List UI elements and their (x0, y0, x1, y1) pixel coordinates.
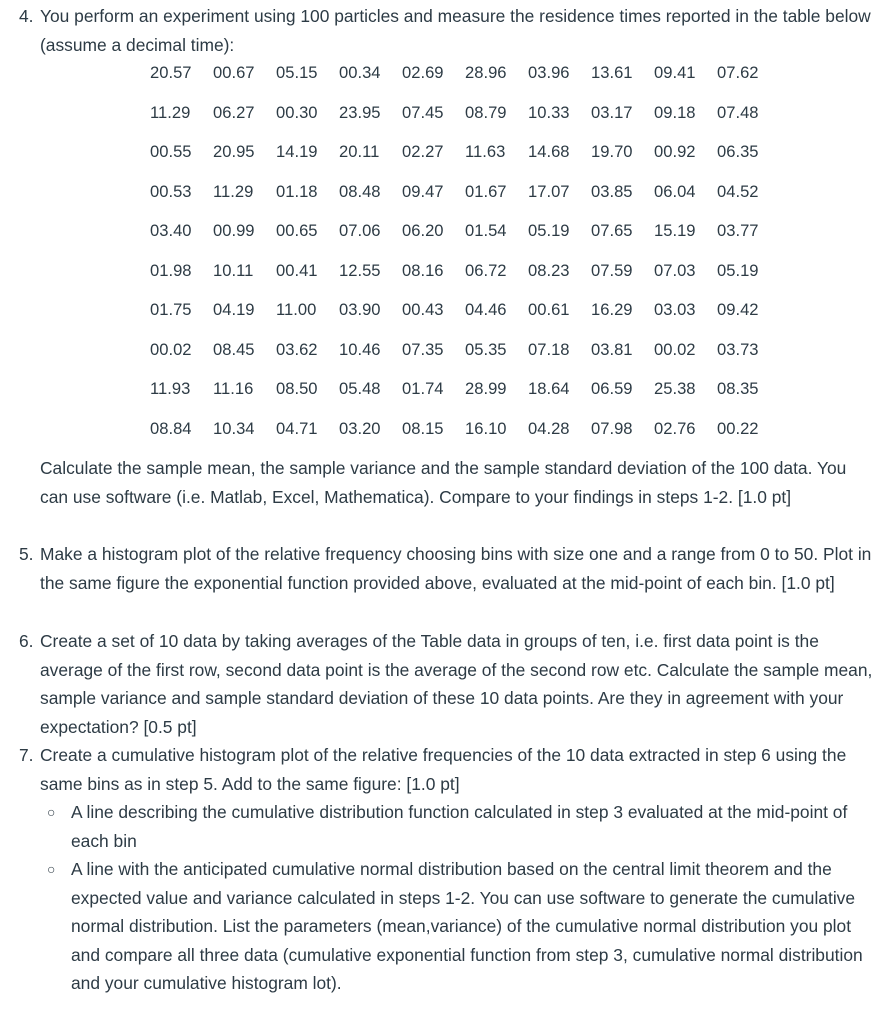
table-cell: 07.59 (591, 260, 633, 280)
table-cell: 04.52 (717, 181, 759, 201)
residence-time-table (150, 63, 780, 458)
question-text: Create a set of 10 data by taking averages of the Table data in groups of ten, i.e. first data point is the average of the first row, second data point is the average of the second row etc. Calculate the sample mean, sample variance and sample standard deviation of these 10 data points. Are they in agreement with your expectation? [0.5 pt] (40, 631, 873, 737)
table-cell: 05.19 (717, 260, 759, 280)
table-cell: 07.65 (591, 221, 633, 240)
table-cell: 05.19 (528, 221, 570, 240)
table-cell: 00.22 (717, 418, 759, 438)
table-row (150, 379, 780, 419)
table-cell: 03.90 (339, 300, 381, 319)
table-cell: 00.02 (150, 339, 192, 359)
table-row (150, 221, 780, 261)
table-cell: 00.02 (654, 339, 696, 359)
table-cell: 08.45 (213, 339, 255, 359)
table-row (150, 340, 780, 380)
table-cell: 06.20 (402, 221, 444, 240)
table-cell: 08.79 (465, 102, 507, 122)
table-row (150, 103, 780, 143)
question-4-instructions: Calculate the sample mean, the sample variance and the sample standard deviation of the 100 data. You can use software (i.e. Matlab, Excel, Mathematica). Compare to your findings in steps 1-2. [1.0 pt] (40, 458, 847, 507)
question-text: Create a cumulative histogram plot of the relative frequencies of the 10 data extracted in step 6 using the same bins as in step 5. Add to the same figure: [1.0 pt] (40, 745, 847, 794)
table-cell: 03.03 (654, 300, 696, 319)
table-row (150, 182, 780, 222)
table-cell: 10.11 (213, 260, 254, 280)
table-row (150, 300, 780, 340)
table-row (150, 63, 780, 103)
table-cell: 03.62 (276, 339, 318, 359)
table-cell: 00.99 (213, 221, 255, 240)
table-cell: 11.00 (276, 300, 317, 319)
table-cell: 00.65 (276, 221, 318, 240)
table-cell: 25.38 (654, 379, 696, 398)
table-cell: 08.84 (150, 418, 192, 438)
table-cell: 07.03 (654, 260, 696, 280)
question-text: Make a histogram plot of the relative frequency choosing bins with size one and a range from 0 to 50. Plot in the same figure the exponential function provided above, evaluated at the mid-point of each bin. [1.0 pt] (40, 544, 872, 593)
table-cell: 23.95 (339, 102, 381, 122)
table-cell: 08.50 (276, 379, 318, 398)
table-cell: 00.43 (402, 300, 444, 319)
table-cell: 10.46 (339, 339, 381, 359)
table-cell: 05.35 (465, 339, 507, 359)
table-cell: 03.17 (591, 102, 633, 122)
table-cell: 13.61 (591, 63, 633, 82)
table-cell: 05.15 (276, 63, 318, 82)
table-cell: 09.47 (402, 181, 444, 201)
table-cell: 03.40 (150, 221, 192, 240)
table-cell: 14.68 (528, 142, 570, 161)
table-cell: 01.74 (402, 379, 444, 398)
table-cell: 08.23 (528, 260, 570, 280)
table-row (150, 419, 780, 459)
table-cell: 03.96 (528, 63, 570, 82)
table-cell: 11.63 (465, 142, 506, 161)
table-cell: 03.85 (591, 181, 633, 201)
hollow-bullet-icon: ○ (47, 804, 56, 820)
table-cell: 07.62 (717, 63, 759, 82)
table-cell: 02.27 (402, 142, 444, 161)
table-cell: 00.41 (276, 260, 318, 280)
table-cell: 03.77 (717, 221, 759, 240)
table-cell: 01.98 (150, 260, 192, 280)
table-cell: 01.67 (465, 181, 507, 201)
table-cell: 04.46 (465, 300, 507, 319)
table-cell: 16.29 (591, 300, 633, 319)
table-cell: 18.64 (528, 379, 570, 398)
table-cell: 08.16 (402, 260, 444, 280)
table-cell: 07.35 (402, 339, 444, 359)
table-cell: 17.07 (528, 181, 570, 201)
table-cell: 06.27 (213, 102, 255, 122)
table-cell: 09.18 (654, 102, 696, 122)
table-cell: 01.54 (465, 221, 507, 240)
table-row (150, 261, 780, 301)
table-cell: 10.34 (213, 418, 255, 438)
table-cell: 09.41 (654, 63, 696, 82)
table-cell: 00.55 (150, 142, 192, 161)
table-cell: 04.19 (213, 300, 255, 319)
table-cell: 04.71 (276, 418, 318, 438)
table-cell: 28.99 (465, 379, 507, 398)
data-table (150, 63, 780, 458)
table-cell: 20.95 (213, 142, 255, 161)
table-cell: 00.67 (213, 63, 255, 82)
table-cell: 11.29 (213, 181, 254, 201)
table-cell: 00.34 (339, 63, 381, 82)
table-cell: 11.29 (150, 102, 191, 122)
table-cell: 03.81 (591, 339, 633, 359)
table-cell: 02.69 (402, 63, 444, 82)
question-number: 6. (19, 631, 34, 651)
hollow-bullet-icon: ○ (47, 861, 56, 877)
table-cell: 16.10 (465, 418, 507, 438)
table-cell: 06.04 (654, 181, 696, 201)
table-cell: 03.20 (339, 418, 381, 438)
table-row (150, 142, 780, 182)
table-cell: 11.93 (150, 379, 191, 398)
bullet-text: A line with the anticipated cumulative normal distribution based on the central limit theorem and the expected value and variance calculated in steps 1-2. You can use software to generate the cumulative normal distribution. List the parameters (mean,variance) of the cumulative normal distribution you plot and compare all three data (cumulative exponential function from step 3, cumulative normal distribution and your cumulative histogram lot). (71, 859, 863, 993)
table-cell: 19.70 (591, 142, 633, 161)
table-cell: 02.76 (654, 418, 696, 438)
table-cell: 20.57 (150, 63, 192, 82)
table-cell: 00.53 (150, 181, 192, 201)
table-cell: 00.30 (276, 102, 318, 122)
table-cell: 07.48 (717, 102, 759, 122)
question-number: 5. (19, 544, 34, 564)
table-cell: 03.73 (717, 339, 759, 359)
question-number: 7. (19, 745, 34, 765)
question-number: 4. (19, 6, 34, 26)
table-cell: 14.19 (276, 142, 318, 161)
bullet-text: A line describing the cumulative distribution function calculated in step 3 evaluated at the mid-point of each bin (71, 802, 848, 851)
table-cell: 07.06 (339, 221, 381, 240)
table-cell: 06.59 (591, 379, 633, 398)
table-cell: 00.61 (528, 300, 570, 319)
table-cell: 01.18 (276, 181, 318, 201)
table-cell: 07.18 (528, 339, 570, 359)
table-cell: 09.42 (717, 300, 759, 319)
table-cell: 05.48 (339, 379, 381, 398)
table-cell: 08.48 (339, 181, 381, 201)
table-cell: 11.16 (213, 379, 254, 398)
table-cell: 07.45 (402, 102, 444, 122)
table-cell: 06.35 (717, 142, 759, 161)
question-text: You perform an experiment using 100 particles and measure the residence times reported in the table below (assume a decimal time): (40, 6, 871, 55)
table-cell: 12.55 (339, 260, 381, 280)
table-cell: 01.75 (150, 300, 192, 319)
table-cell: 00.92 (654, 142, 696, 161)
table-cell: 08.15 (402, 418, 444, 438)
table-cell: 04.28 (528, 418, 570, 438)
table-cell: 15.19 (654, 221, 696, 240)
table-cell: 06.72 (465, 260, 507, 280)
table-cell: 08.35 (717, 379, 759, 398)
table-cell: 10.33 (528, 102, 570, 122)
table-cell: 07.98 (591, 418, 633, 438)
table-cell: 20.11 (339, 142, 380, 161)
table-cell: 28.96 (465, 63, 507, 82)
